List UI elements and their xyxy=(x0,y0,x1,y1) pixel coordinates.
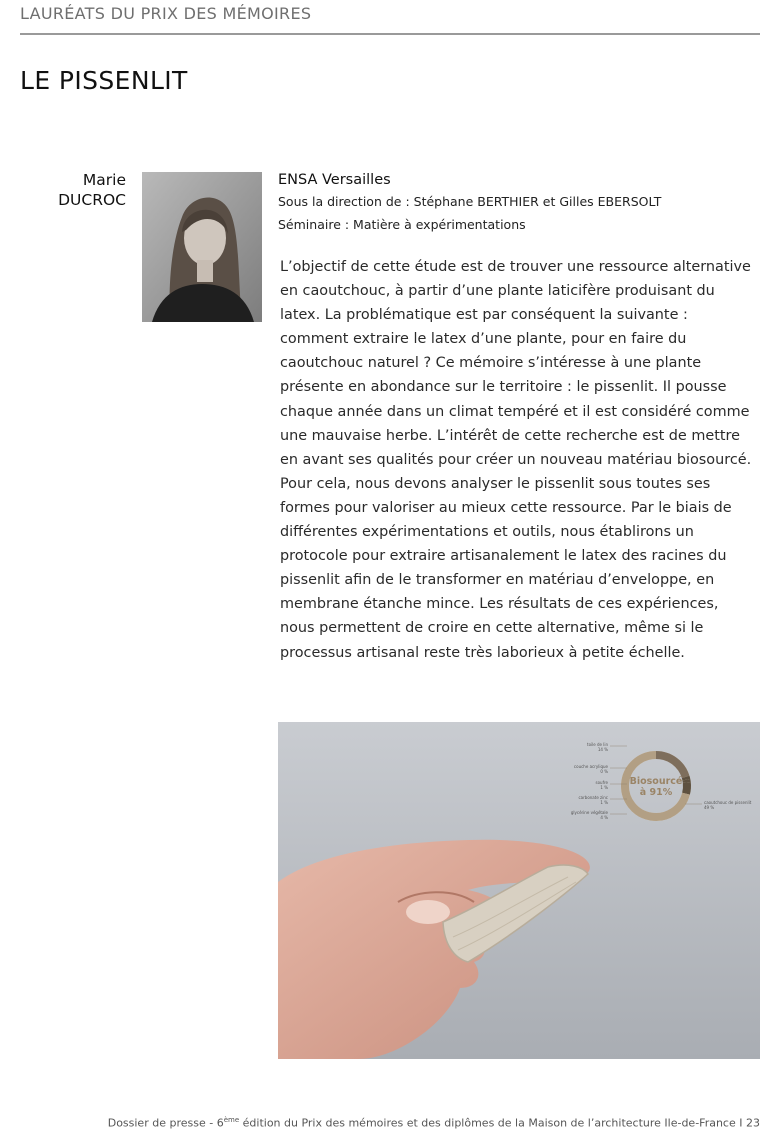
thesis-meta xyxy=(278,170,661,236)
slice-value-label: 1 % xyxy=(600,785,608,790)
author-portrait xyxy=(142,172,262,322)
seminar-line: Séminaire : Matière à expérimentations xyxy=(278,217,526,232)
footer-prefix: Dossier de presse - 6 xyxy=(107,1116,224,1130)
page-footer xyxy=(108,1116,760,1130)
footer-superscript: ème xyxy=(223,1116,240,1124)
slice-value-label: 4 % xyxy=(600,815,608,820)
footer-suffix: édition du Prix des mémoires et des diplômes de la Maison de l’architecture Ile-de-France xyxy=(239,1116,736,1130)
section-label: LAURÉATS DU PRIX DES MÉMOIRES xyxy=(20,4,312,23)
author-last-name: DUCROC xyxy=(58,191,126,209)
abstract-text: L’objectif de cette étude est de trouver une ressource alternative en caoutchouc, à partir d’une plante laticifère produisant du latex. La problématique est par conséquent la suivante : comment extraire le latex d’une plante, pour en faire du caoutchouc naturel ? Ce mémoire s’intéresse à une plante présente en abondance sur le territoire : le pissenlit. Il pousse chaque année dans un climat tempéré et il est considéré comme une mauvaise herbe. L’intérêt de cette recherche est de mettre en avant ses qualités pour créer un nouveau matériau biosourcé. Pour cela, nous devons analyser le pissenlit sous toutes ses formes pour valoriser au mieux cette ressource. Par le biais de différentes expérimentations et outils, nous établirons un protocole pour extraire artisanalement le latex des racines du pissenlit afin de le transformer en matériau d’enveloppe, en membrane étanche mince. Les résultats de ces expériences, nous permettent de croire en cette alternative, même si le processus artisanal reste très laborieux à petite échelle. xyxy=(280,259,752,661)
author-name xyxy=(58,170,126,210)
slice-label: couche acrylique xyxy=(573,764,608,769)
section-rule xyxy=(20,33,760,35)
slice-label: carbonate zinc xyxy=(578,795,608,800)
slice-value-label: 14 % xyxy=(597,747,608,752)
direction-line: Sous la direction de : Stéphane BERTHIER et Gilles EBERSOLT xyxy=(278,194,662,209)
slice-label: caoutchouc de pissenlit xyxy=(704,800,752,805)
author-first-name: Marie xyxy=(82,171,126,189)
slice-label: glycérine végétale xyxy=(570,810,608,815)
chart-center-label-line1: Biosourcé xyxy=(629,776,683,787)
donut-slice xyxy=(686,777,687,780)
thesis-photo xyxy=(278,722,760,1059)
chart-center-label-line2: à 91% xyxy=(639,787,673,798)
slice-label: soufre xyxy=(595,780,608,785)
slice-label: toile de lin xyxy=(587,742,608,747)
slice-value-label: 49 % xyxy=(704,805,715,810)
page-number: I 23 xyxy=(739,1116,760,1130)
page-title: LE PISSENLIT xyxy=(20,66,188,95)
slice-value-label: 1 % xyxy=(600,800,608,805)
school-name: ENSA Versailles xyxy=(278,172,391,188)
slice-value-label: 0 % xyxy=(600,769,608,774)
donut-slice xyxy=(686,782,687,793)
